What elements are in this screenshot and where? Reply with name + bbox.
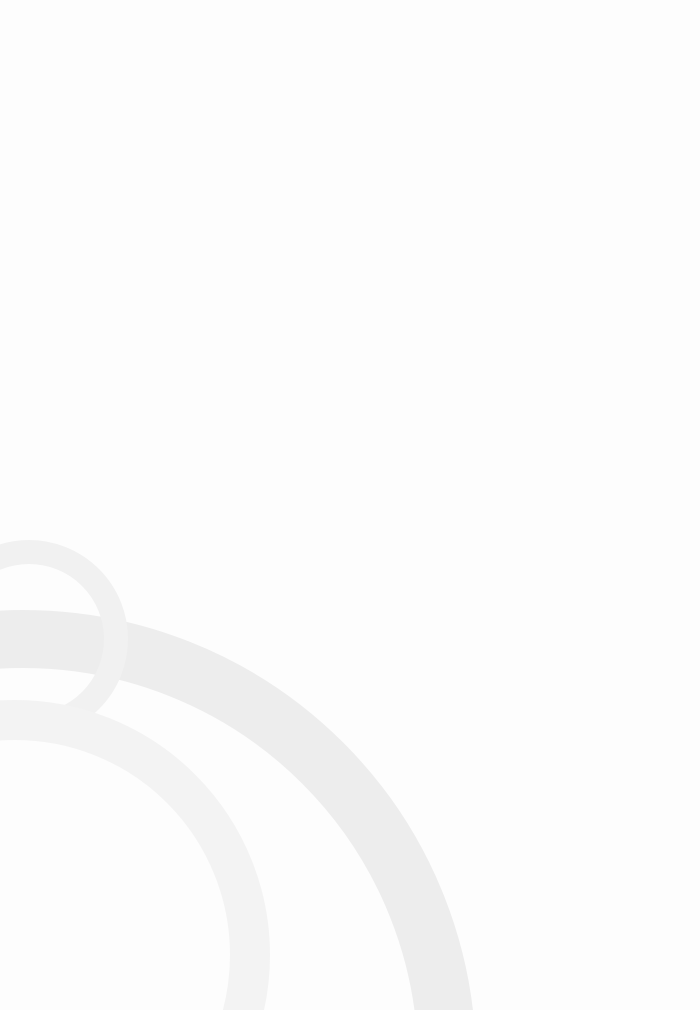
table1-caption (40, 550, 696, 568)
